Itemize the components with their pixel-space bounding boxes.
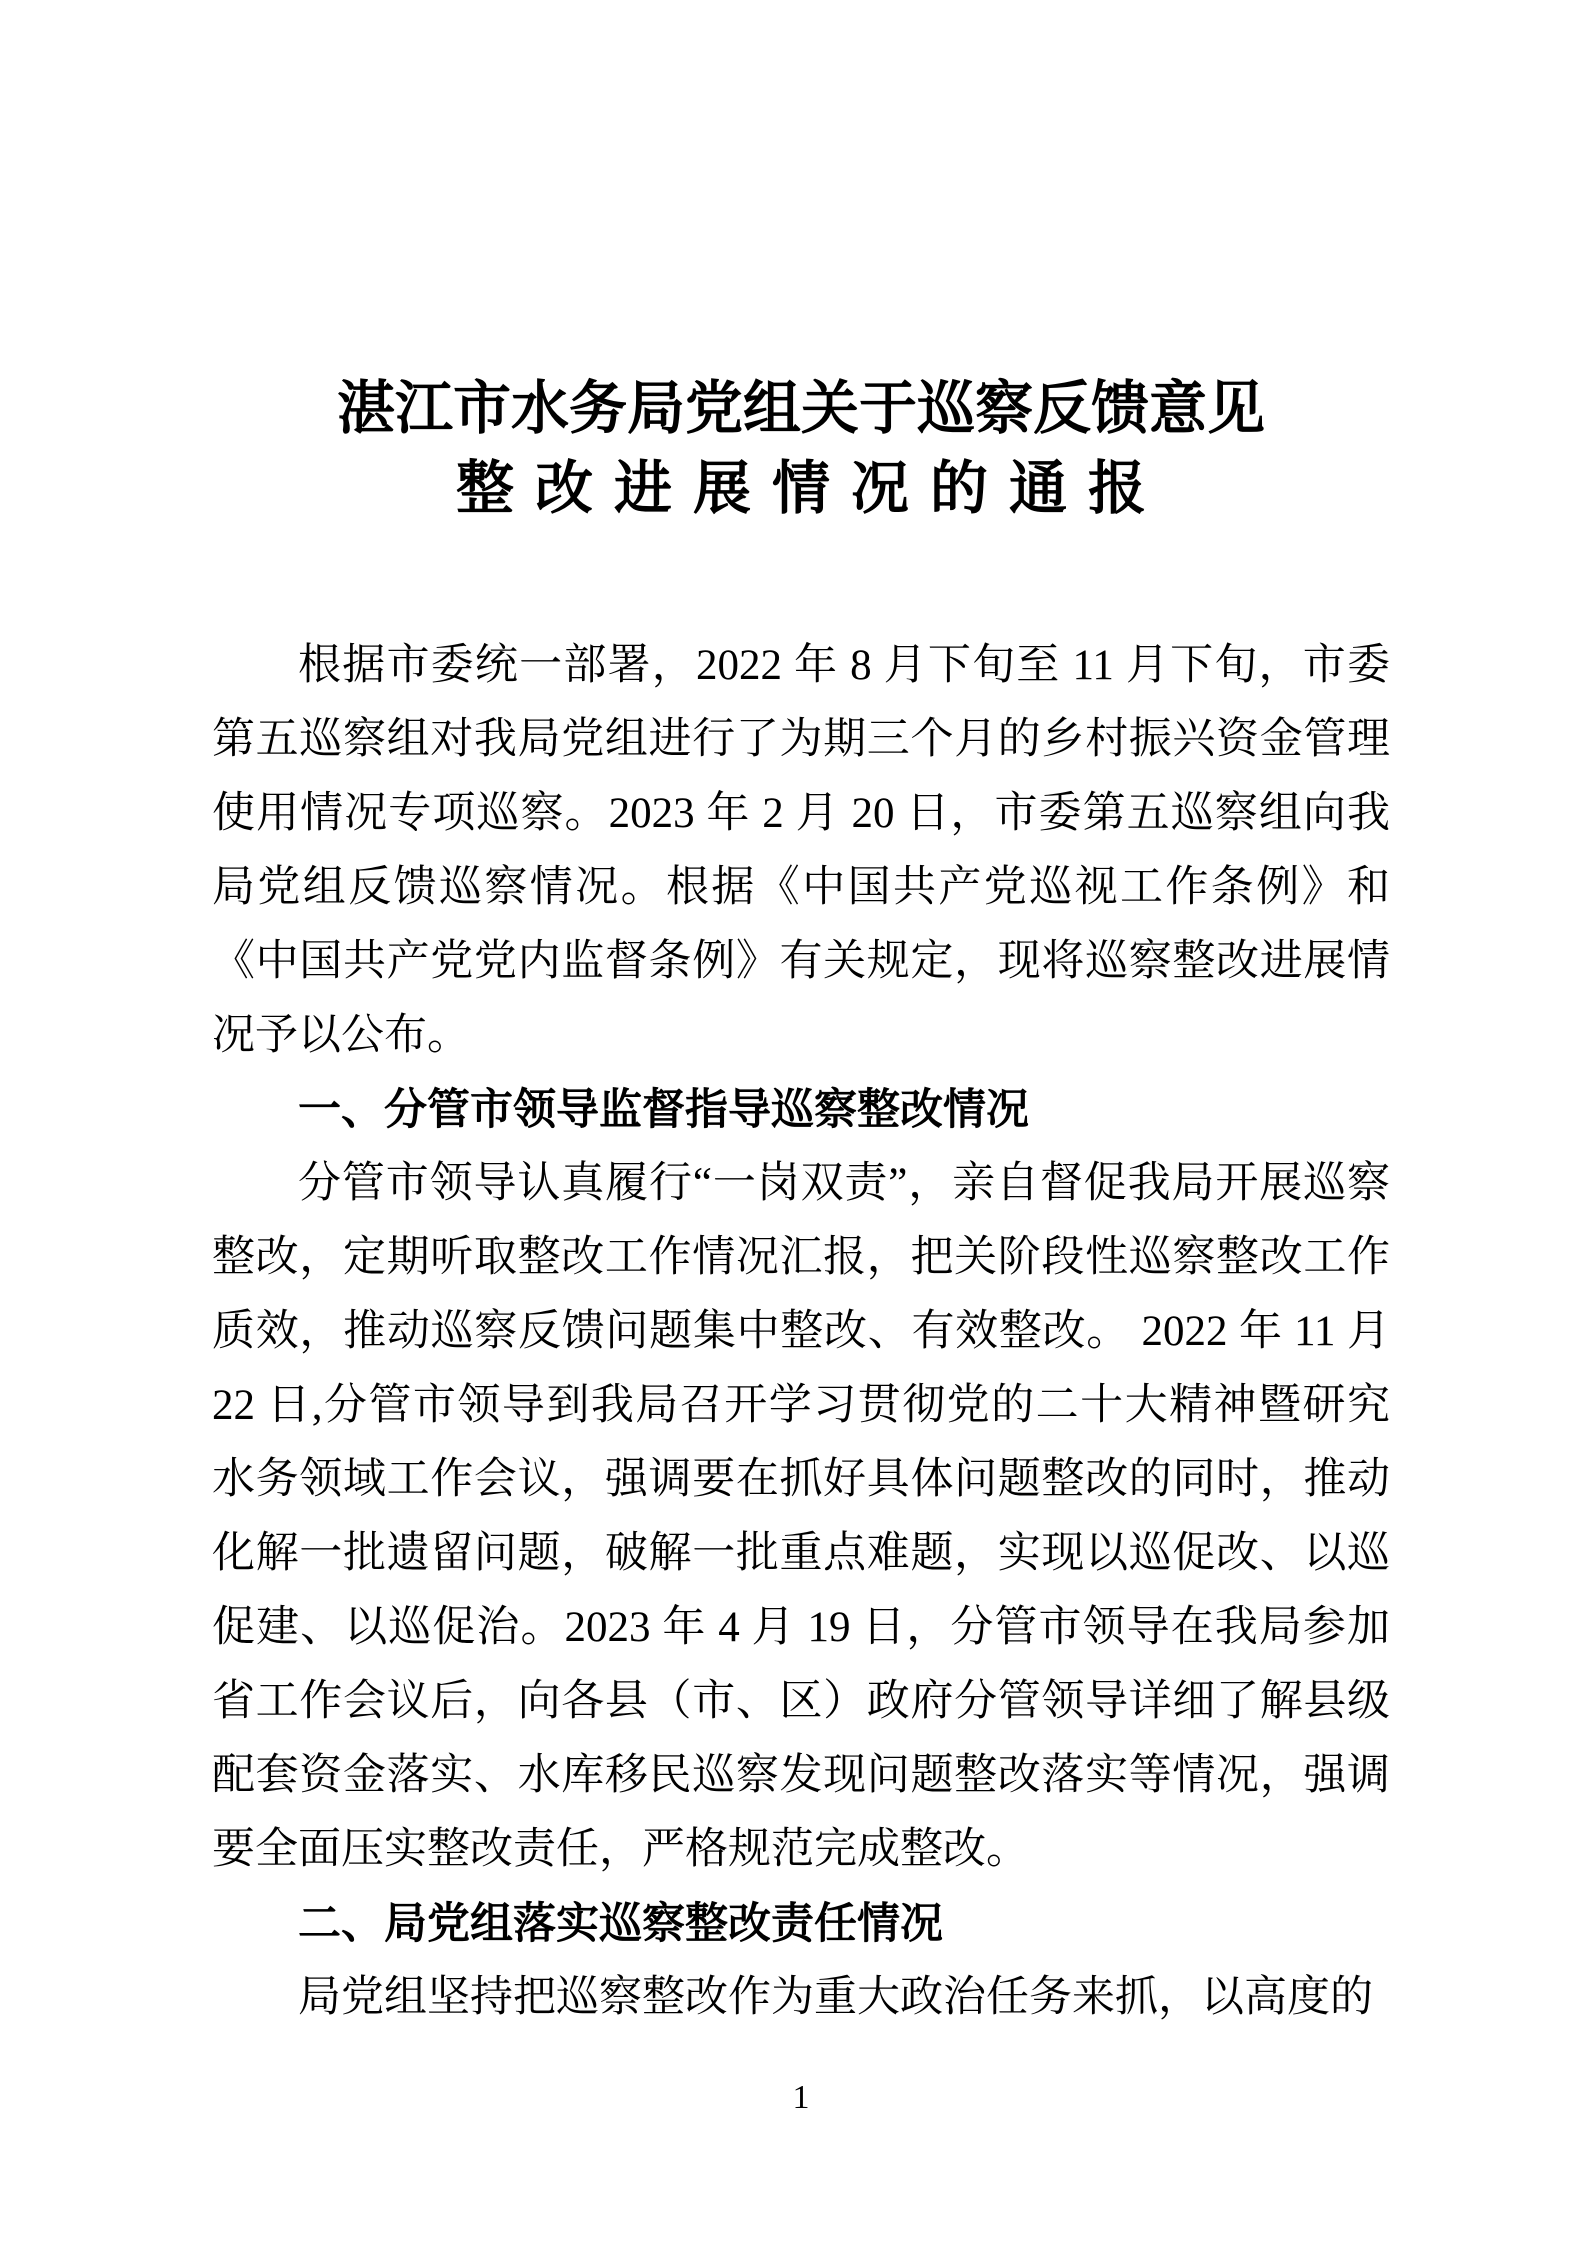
section-1-paragraph: 分管市领导认真履行“一岗双责”，亲自督促我局开展巡察整改，定期听取整改工作情况汇报，把关阶段性巡察整改工作质效，推动巡察反馈问题集中整改、有效整改。 2022 年 11 月 22 日,分管市领导到我局召开学习贯彻党的二十大精神暨研究水务领域工作会议，强调要在抓好具体问题整改的同时，推动化解一批遗留问题，破解一批重点难题，实现以巡促改、以巡促建、以巡促治。2023 年 4 月 19 日，分管市领导在我局参加省工作会议后，向各县（市、区）政府分管领导详细了解县级配套资金落实、水库移民巡察发现问题整改落实等情况，强调要全面压实整改责任，严格规范完成整改。 [212, 1160, 1390, 1873]
section-2-paragraph: 局党组坚持把巡察整改作为重大政治任务来抓，以高度的 [298, 1974, 1373, 2021]
section-2-heading: 二、局党组落实巡察整改责任情况 [298, 1900, 943, 1948]
document-body [212, 629, 1390, 2035]
document-title-line-1: 湛江市水务局党组关于巡察反馈意见 [336, 376, 1265, 441]
document-title-line-2: 整改进展情况的通报 [455, 456, 1167, 521]
section-1-heading: 一、分管市领导监督指导巡察整改情况 [298, 1086, 1029, 1134]
document-title [212, 369, 1390, 529]
page-number: 1 [792, 2079, 810, 2116]
intro-paragraph: 根据市委统一部署，2022 年 8 月下旬至 11 月下旬，市委第五巡察组对我局党组进行了为期三个月的乡村振兴资金管理使用情况专项巡察。2023 年 2 月 20 日，市委第五巡察组向我局党组反馈巡察情况。根据《中国共产党巡视工作条例》和《中国共产党党内监督条例》有关规定，现将巡察整改进展情况予以公布。 [212, 642, 1390, 1059]
